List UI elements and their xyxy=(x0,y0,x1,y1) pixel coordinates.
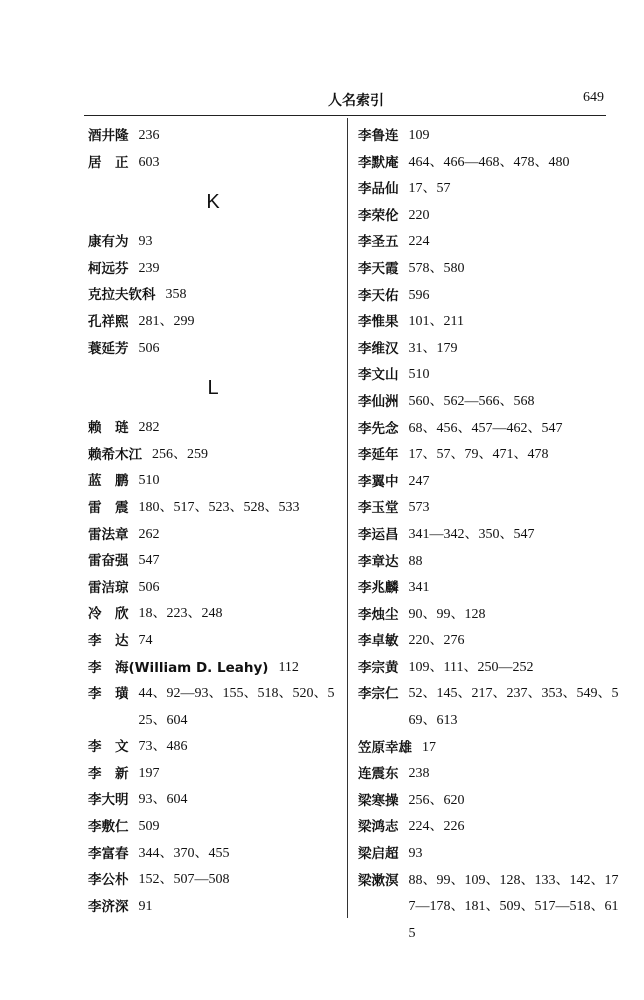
entry-name: 赖希木江 xyxy=(88,446,142,463)
index-entry xyxy=(358,416,620,443)
entry-pages: 101、211 xyxy=(408,314,464,330)
index-entry xyxy=(358,788,620,815)
entry-name: 李仙洲 xyxy=(358,393,399,410)
entry-pages: 464、466—468、478、480 xyxy=(408,154,570,170)
entry-name: 柯远芬 xyxy=(88,260,129,277)
index-entry xyxy=(88,787,338,814)
entry-pages: 224 xyxy=(408,234,430,250)
entry-pages: 109 xyxy=(408,128,430,143)
entry-name: 梁鸿志 xyxy=(358,819,399,836)
entry-pages: 341 xyxy=(408,580,430,596)
entry-name: 李卓敏 xyxy=(358,633,399,650)
entry-name: 李敷仁 xyxy=(88,819,129,836)
index-entry xyxy=(88,468,338,495)
index-entry xyxy=(358,761,620,788)
entry-pages: 31、179 xyxy=(408,340,458,356)
index-entry xyxy=(88,282,338,309)
entry-pages: 197 xyxy=(138,765,160,781)
header-rule xyxy=(84,115,606,116)
entry-name: 李济深 xyxy=(88,898,129,915)
entry-name: 蓝 鹏 xyxy=(88,473,129,490)
entry-pages: 152、507—508 xyxy=(138,872,230,888)
header-title: 人名索引 xyxy=(328,93,384,109)
entry-name: 李惟果 xyxy=(358,314,399,331)
entry-name: 李先念 xyxy=(358,420,399,437)
entry-name: 李维汉 xyxy=(358,340,399,357)
entry-pages: 506 xyxy=(138,340,160,356)
index-entry xyxy=(358,176,620,203)
entry-name: 李章达 xyxy=(358,553,399,570)
entry-name: 笠原幸雄 xyxy=(358,739,412,756)
entry-pages: 18、223、248 xyxy=(138,606,223,622)
index-entry xyxy=(88,681,338,734)
index-entry xyxy=(88,628,338,655)
index-entry xyxy=(358,229,620,256)
index-entry xyxy=(358,602,620,629)
entry-name: 李 璜 xyxy=(88,686,129,703)
index-entry xyxy=(88,841,338,868)
entry-name: 李 达 xyxy=(88,632,129,649)
entry-name: 梁漱溟 xyxy=(358,872,399,889)
index-entry xyxy=(88,229,338,256)
entry-pages: 509 xyxy=(138,819,160,835)
entry-name: 李公朴 xyxy=(88,872,129,889)
entry-name: 孔祥熙 xyxy=(88,313,129,330)
entry-name: 李运昌 xyxy=(358,526,399,543)
index-entry xyxy=(358,575,620,602)
index-entry xyxy=(358,123,620,150)
index-entry xyxy=(88,761,338,788)
entry-name: 连震东 xyxy=(358,766,399,783)
entry-pages: 603 xyxy=(138,154,160,170)
index-entry xyxy=(358,203,620,230)
index-entry xyxy=(358,681,620,734)
index-entry xyxy=(88,415,338,442)
index-entry xyxy=(358,628,620,655)
entry-name: 雷洁琼 xyxy=(88,579,129,596)
index-column-left xyxy=(88,123,338,920)
entry-name: 居 正 xyxy=(88,154,129,171)
entry-name: 梁启超 xyxy=(358,846,399,863)
index-entry xyxy=(88,123,338,150)
entry-name: 李宗黄 xyxy=(358,659,399,676)
entry-name: 李圣五 xyxy=(358,234,399,251)
entry-name: 雷 震 xyxy=(88,499,129,516)
index-entry xyxy=(358,655,620,682)
index-entry xyxy=(88,336,338,363)
entry-name: 李 新 xyxy=(88,765,129,782)
index-entry xyxy=(88,867,338,894)
entry-name: 李鲁连 xyxy=(358,128,399,144)
entry-name: 蓑延芳 xyxy=(88,340,129,357)
index-entry xyxy=(88,256,338,283)
entry-name: 雷法章 xyxy=(88,526,129,543)
index-entry xyxy=(358,309,620,336)
index-entry xyxy=(88,734,338,761)
index-entry xyxy=(358,814,620,841)
entry-name: 李宗仁 xyxy=(358,686,399,703)
entry-pages: 180、517、523、528、533 xyxy=(138,499,300,515)
entry-name: 李天佑 xyxy=(358,287,399,304)
entry-pages: 91 xyxy=(138,898,153,914)
entry-name: 冷 欣 xyxy=(88,606,129,623)
index-entry xyxy=(88,150,338,177)
entry-name: 李玉堂 xyxy=(358,500,399,517)
entry-pages: 52、145、217、237、353、549、569、613 xyxy=(408,686,619,729)
section-letter: L xyxy=(207,377,219,400)
entry-pages: 510 xyxy=(408,367,430,383)
index-entry xyxy=(358,495,620,522)
entry-pages: 573 xyxy=(408,500,430,516)
entry-pages: 256、620 xyxy=(408,792,465,808)
entry-pages: 358 xyxy=(165,287,187,303)
entry-pages: 17、57、79、471、478 xyxy=(408,447,549,463)
entry-pages: 510 xyxy=(138,473,160,489)
entry-pages: 281、299 xyxy=(138,313,195,329)
entry-pages: 93 xyxy=(408,846,423,862)
entry-pages: 73、486 xyxy=(138,739,188,755)
entry-name: 克拉夫钦科 xyxy=(88,287,156,304)
index-entry xyxy=(358,868,620,948)
entry-pages: 17、57 xyxy=(408,181,451,197)
entry-pages: 44、92—93、155、518、520、525、604 xyxy=(138,686,335,728)
entry-name: 李天霞 xyxy=(358,260,399,277)
entry-pages: 262 xyxy=(138,526,160,542)
entry-pages: 93、604 xyxy=(138,792,188,808)
entry-name: 李翼中 xyxy=(358,473,399,490)
index-entry xyxy=(358,735,620,762)
entry-pages: 341—342、350、547 xyxy=(408,526,535,542)
entry-name: 李品仙 xyxy=(358,181,399,198)
entry-pages: 578、580 xyxy=(408,260,465,276)
entry-pages: 109、111、250—252 xyxy=(408,659,534,675)
entry-pages: 596 xyxy=(408,287,430,303)
entry-name: 李兆麟 xyxy=(358,580,399,597)
index-entry xyxy=(88,601,338,628)
entry-name: 李烛尘 xyxy=(358,606,399,623)
entry-name: 酒井隆 xyxy=(88,128,129,144)
entry-name: 康有为 xyxy=(88,234,129,251)
index-entry xyxy=(88,309,338,336)
index-entry xyxy=(358,442,620,469)
entry-pages: 112 xyxy=(278,659,299,675)
entry-name: 梁寒操 xyxy=(358,792,399,809)
entry-pages: 344、370、455 xyxy=(138,845,230,861)
column-divider xyxy=(347,118,348,918)
entry-pages: 74 xyxy=(138,632,153,648)
index-entry xyxy=(358,549,620,576)
index-entry xyxy=(88,548,338,575)
entry-name: 李默庵 xyxy=(358,154,399,171)
entry-pages: 282 xyxy=(138,420,160,436)
entry-name: 李富春 xyxy=(88,845,129,862)
index-entry xyxy=(358,389,620,416)
index-entry xyxy=(358,841,620,868)
entry-pages: 238 xyxy=(408,766,430,782)
entry-pages: 239 xyxy=(138,260,160,276)
entry-pages: 236 xyxy=(138,128,160,143)
index-entry xyxy=(358,256,620,283)
page-number: 649 xyxy=(583,90,604,105)
entry-pages: 547 xyxy=(138,553,160,569)
index-entry xyxy=(88,522,338,549)
index-entry xyxy=(88,442,338,469)
entry-name: 赖 琏 xyxy=(88,420,129,437)
entry-pages: 224、226 xyxy=(408,819,465,835)
index-entry xyxy=(358,522,620,549)
entry-pages: 17 xyxy=(422,739,436,755)
index-entry xyxy=(88,495,338,522)
index-entry xyxy=(358,150,620,177)
index-entry xyxy=(358,469,620,496)
entry-pages: 88、99、109、128、133、142、177—178、181、509、517—518、615 xyxy=(408,872,619,941)
entry-pages: 247 xyxy=(408,473,430,489)
index-entry xyxy=(358,362,620,389)
entry-name: 李大明 xyxy=(88,792,129,809)
index-entry xyxy=(88,814,338,841)
index-entry xyxy=(88,894,338,921)
entry-name: 李 文 xyxy=(88,739,129,756)
index-entry xyxy=(358,283,620,310)
index-column-right xyxy=(358,123,620,947)
entry-name: 李荣伦 xyxy=(358,207,399,224)
entry-pages: 256、259 xyxy=(152,446,208,462)
entry-pages: 88 xyxy=(408,553,423,569)
index-entry xyxy=(358,336,620,363)
page-header xyxy=(84,90,604,112)
entry-name: 李 海(William D. Leahy) xyxy=(88,659,269,676)
index-entry xyxy=(88,575,338,602)
index-entry xyxy=(88,655,338,682)
entry-name: 李文山 xyxy=(358,367,399,384)
entry-pages: 68、456、457—462、547 xyxy=(408,420,563,436)
entry-name: 李延年 xyxy=(358,447,399,464)
entry-pages: 560、562—566、568 xyxy=(408,393,535,409)
entry-pages: 220 xyxy=(408,207,430,223)
entry-pages: 90、99、128 xyxy=(408,606,486,622)
entry-pages: 220、276 xyxy=(408,633,465,649)
entry-name: 雷奋强 xyxy=(88,553,129,570)
entry-pages: 506 xyxy=(138,579,160,595)
section-letter: K xyxy=(206,191,220,214)
entry-pages: 93 xyxy=(138,234,153,250)
